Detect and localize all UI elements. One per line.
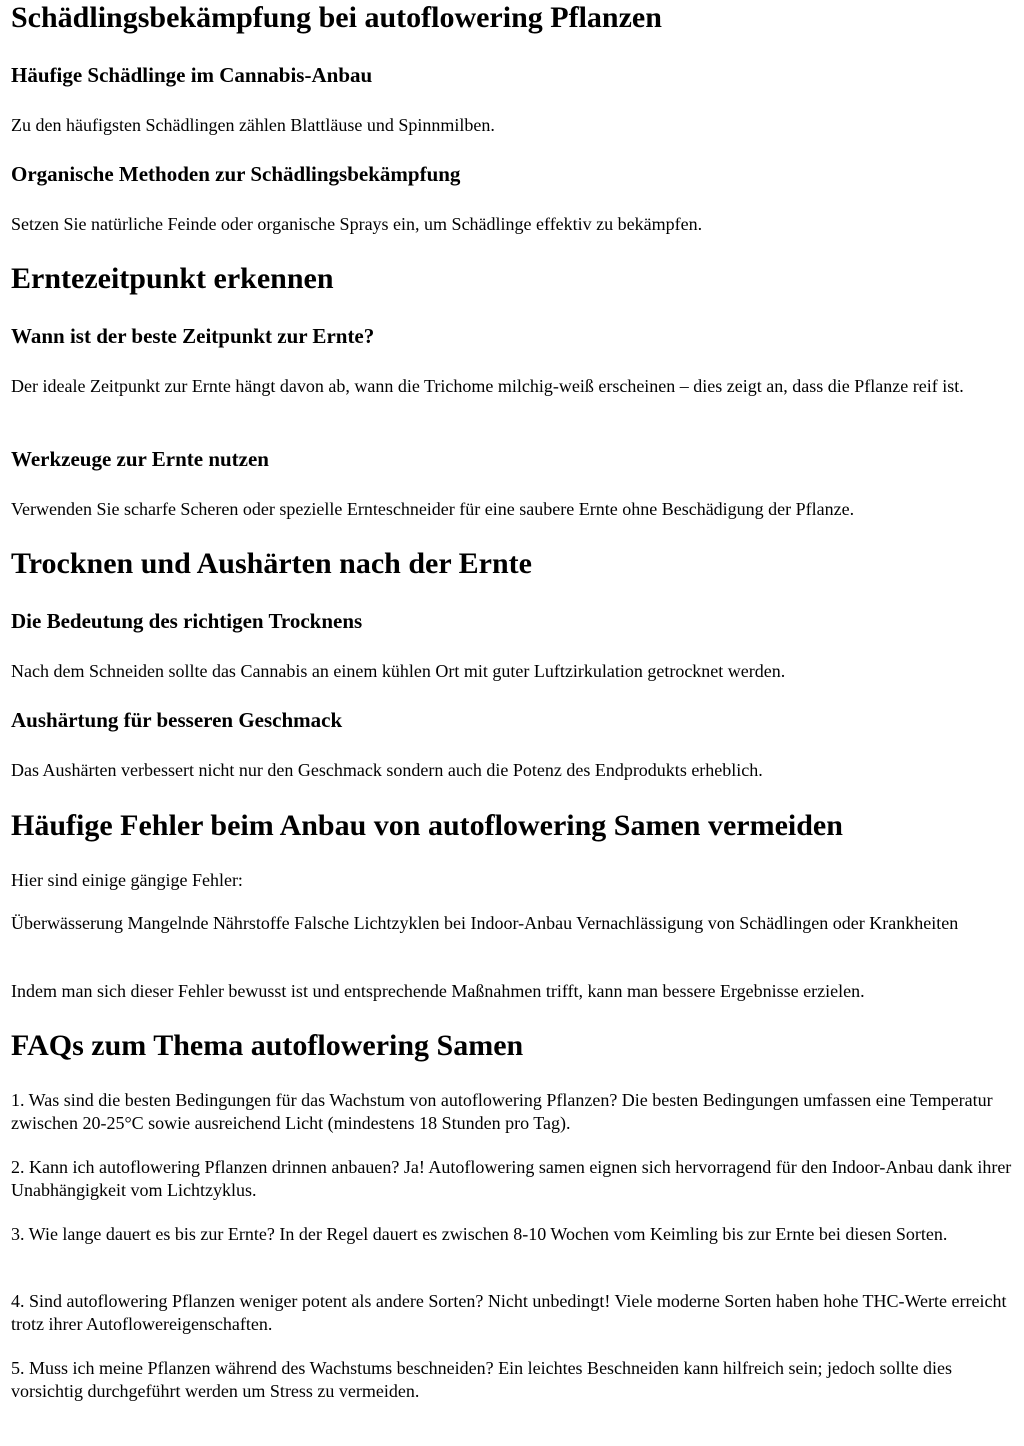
paragraph-mistakes-conclusion: Indem man sich dieser Fehler bewusst ist und entsprechende Maßnahmen trifft, kann man bessere Ergebnisse erzielen. <box>11 981 865 1001</box>
faq-item-5: 5. Muss ich meine Pflanzen während des Wachstums beschneiden? Ein leichtes Beschneiden kann hilfreich sein; jedoch sollte dies vorsichtig durchgeführt werden um Stress zu vermeiden. <box>11 1358 952 1401</box>
faq-item-2: 2. Kann ich autoflowering Pflanzen drinnen anbauen? Ja! Autoflowering samen eignen sich hervorragend für den Indoor-Anbau dank ihrer Unabhängigkeit vom Lichtzyklus. <box>11 1157 1012 1200</box>
paragraph-mistakes-list: Überwässerung Mangelnde Nährstoffe Falsche Lichtzyklen bei Indoor-Anbau Vernachlässigung von Schädlingen oder Krankheiten <box>11 913 959 933</box>
section-heading-drying-curing: Trocknen und Aushärten nach der Ernte <box>11 547 532 580</box>
faq-item-1: 1. Was sind die besten Bedingungen für das Wachstum von autoflowering Pflanzen? Die besten Bedingungen umfassen eine Temperatur zwischen 20-25°C sowie ausreichend Licht (mindestens 18 Stunden pro Tag). <box>11 1090 993 1133</box>
paragraph-mistakes-intro: Hier sind einige gängige Fehler: <box>11 870 243 890</box>
paragraph-curing: Das Aushärten verbessert nicht nur den Geschmack sondern auch die Potenz des Endprodukts erheblich. <box>11 760 763 780</box>
section-heading-harvest-time: Erntezeitpunkt erkennen <box>11 262 334 295</box>
section-heading-faqs: FAQs zum Thema autoflowering Samen <box>11 1029 524 1062</box>
paragraph-drying: Nach dem Schneiden sollte das Cannabis an einem kühlen Ort mit guter Luftzirkulation getrocknet werden. <box>11 661 786 681</box>
paragraph-harvest-tools: Verwenden Sie scharfe Scheren oder spezielle Ernteschneider für eine saubere Ernte ohne Beschädigung der Pflanze. <box>11 499 855 519</box>
subheading-harvest-tools: Werkzeuge zur Ernte nutzen <box>11 447 269 471</box>
faq-item-4: 4. Sind autoflowering Pflanzen weniger potent als andere Sorten? Nicht unbedingt! Viele moderne Sorten haben hohe THC-Werte erreicht trotz ihrer Autoflowereigenschaften. <box>11 1291 1007 1334</box>
section-heading-common-mistakes: Häufige Fehler beim Anbau von autoflowering Samen vermeiden <box>11 809 843 842</box>
paragraph-common-pests: Zu den häufigsten Schädlingen zählen Blattläuse und Spinnmilben. <box>11 115 495 135</box>
subheading-organic-methods: Organische Methoden zur Schädlingsbekämpfung <box>11 162 461 186</box>
faq-item-3: 3. Wie lange dauert es bis zur Ernte? In der Regel dauert es zwischen 8-10 Wochen vom Keimling bis zur Ernte bei diesen Sorten. <box>11 1224 948 1244</box>
subheading-best-harvest-time: Wann ist der beste Zeitpunkt zur Ernte? <box>11 324 375 348</box>
subheading-drying: Die Bedeutung des richtigen Trocknens <box>11 609 363 633</box>
subheading-common-pests: Häufige Schädlinge im Cannabis-Anbau <box>11 63 373 87</box>
subheading-curing: Aushärtung für besseren Geschmack <box>11 708 343 732</box>
paragraph-best-harvest-time: Der ideale Zeitpunkt zur Ernte hängt davon ab, wann die Trichome milchig-weiß erscheinen – dies zeigt an, dass die Pflanze reif ist. <box>11 376 964 396</box>
section-heading-pest-control: Schädlingsbekämpfung bei autoflowering Pflanzen <box>11 1 662 34</box>
paragraph-organic-methods: Setzen Sie natürliche Feinde oder organische Sprays ein, um Schädlinge effektiv zu bekämpfen. <box>11 214 703 234</box>
